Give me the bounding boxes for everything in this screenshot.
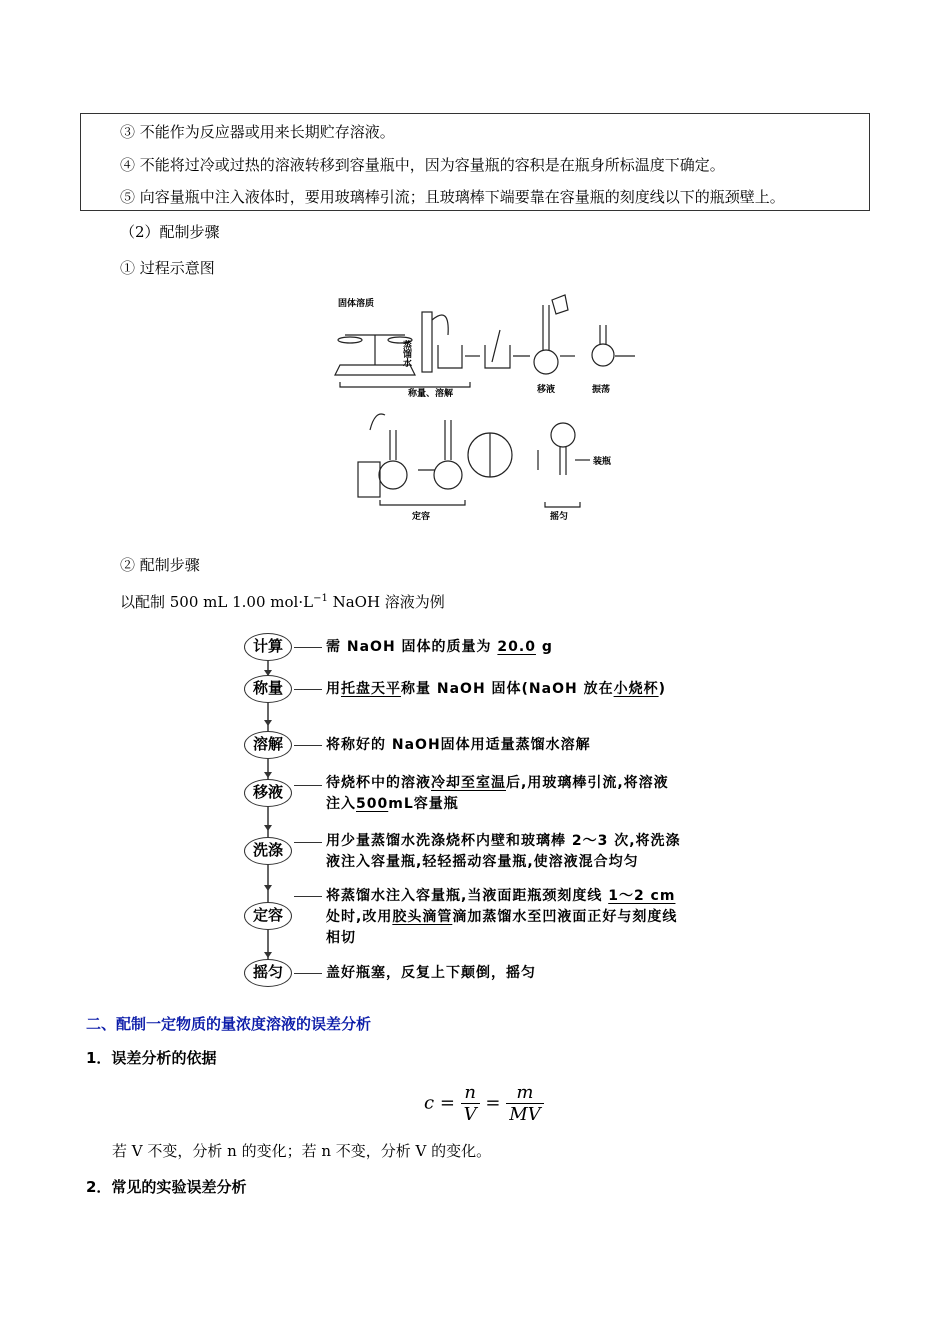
config-heading: ② 配制步骤	[120, 556, 200, 574]
note-item-5: ⑤ 向容量瓶中注入液体时，要用玻璃棒引流；且玻璃棒下端要靠在容量瓶的刻度线以下的瓶颈壁上。	[120, 188, 785, 206]
step-calc-text: 需 NaOH 固体的质量为 20.0 g	[326, 639, 553, 655]
label-solid-solute: 固体溶质	[338, 299, 375, 309]
label-shake: 振荡	[592, 385, 611, 395]
step-dissolve: 溶解	[244, 731, 292, 759]
sub-heading-1: 1．误差分析的依据	[86, 1049, 217, 1067]
step-dissolve-text: 将称好的 NaOH固体用适量蒸馏水溶解	[326, 737, 591, 753]
step-mix-text: 盖好瓶塞，反复上下颠倒，摇匀	[326, 965, 536, 981]
dash-dissolve	[294, 745, 322, 746]
dash-transfer	[294, 785, 322, 786]
step-transfer: 移液	[244, 779, 292, 807]
sub-heading-2: 2．常见的实验误差分析	[86, 1178, 247, 1196]
dash-wash	[294, 842, 322, 843]
dash-mix	[294, 973, 322, 974]
note-item-4: ④ 不能将过冷或过热的溶液转移到容量瓶中，因为容量瓶的容积是在瓶身所标温度下确定。	[120, 156, 725, 174]
dash-weigh	[294, 689, 322, 690]
step-fix: 定容	[244, 902, 292, 930]
explain-text: 若 V 不变，分析 n 的变化；若 n 不变，分析 V 的变化。	[112, 1142, 492, 1160]
step-fix-text: 将蒸馏水注入容量瓶,当液面距瓶颈刻度线 1～2 cm 处时,改用胶头滴管滴加蒸馏水至凹液面正好与刻度线 相切	[326, 888, 678, 946]
label-bottle: 装瓶	[593, 457, 612, 467]
notes-box	[80, 113, 870, 211]
label-fix-volume: 定容	[412, 512, 431, 522]
formula: c = $\frac{n}{V}$ = $\frac{m}{MV}$	[424, 1082, 544, 1125]
label-weigh-dissolve: 称量、溶解	[408, 389, 454, 399]
example-text: 以配制 500 mL 1.00 $mol\cdot L^{-1}$ NaOH 溶液为例	[120, 593, 445, 611]
process-heading: ① 过程示意图	[120, 259, 215, 277]
section-2-heading: 二、配制一定物质的量浓度溶液的误差分析	[86, 1015, 372, 1033]
step-transfer-text: 待烧杯中的溶液冷却至室温后,用玻璃棒引流,将溶液 注入500mL容量瓶	[326, 775, 669, 812]
step-weigh: 称量	[244, 675, 292, 703]
step-wash-text: 用少量蒸馏水洗涤烧杯内壁和玻璃棒 2～3 次,将洗涤 液注入容量瓶,轻轻摇动容量瓶,使溶液混合均匀	[326, 833, 681, 870]
dash-calc	[294, 647, 322, 648]
step-calc: 计算	[244, 633, 292, 661]
note-item-3: ③ 不能作为反应器或用来长期贮存溶液。	[120, 123, 395, 141]
step-weigh-text: 用托盘天平称量 NaOH 固体(NaOH 放在小烧杯)	[326, 681, 666, 697]
step-mix: 摇匀	[244, 959, 292, 987]
steps-heading: （2）配制步骤	[120, 223, 220, 241]
step-wash: 洗涤	[244, 837, 292, 865]
label-transfer: 移液	[537, 385, 556, 395]
process-diagram	[330, 290, 650, 525]
dash-fix	[294, 896, 322, 897]
label-mix: 摇匀	[550, 512, 569, 522]
label-distilled-water: 蒸馏水	[401, 340, 411, 367]
